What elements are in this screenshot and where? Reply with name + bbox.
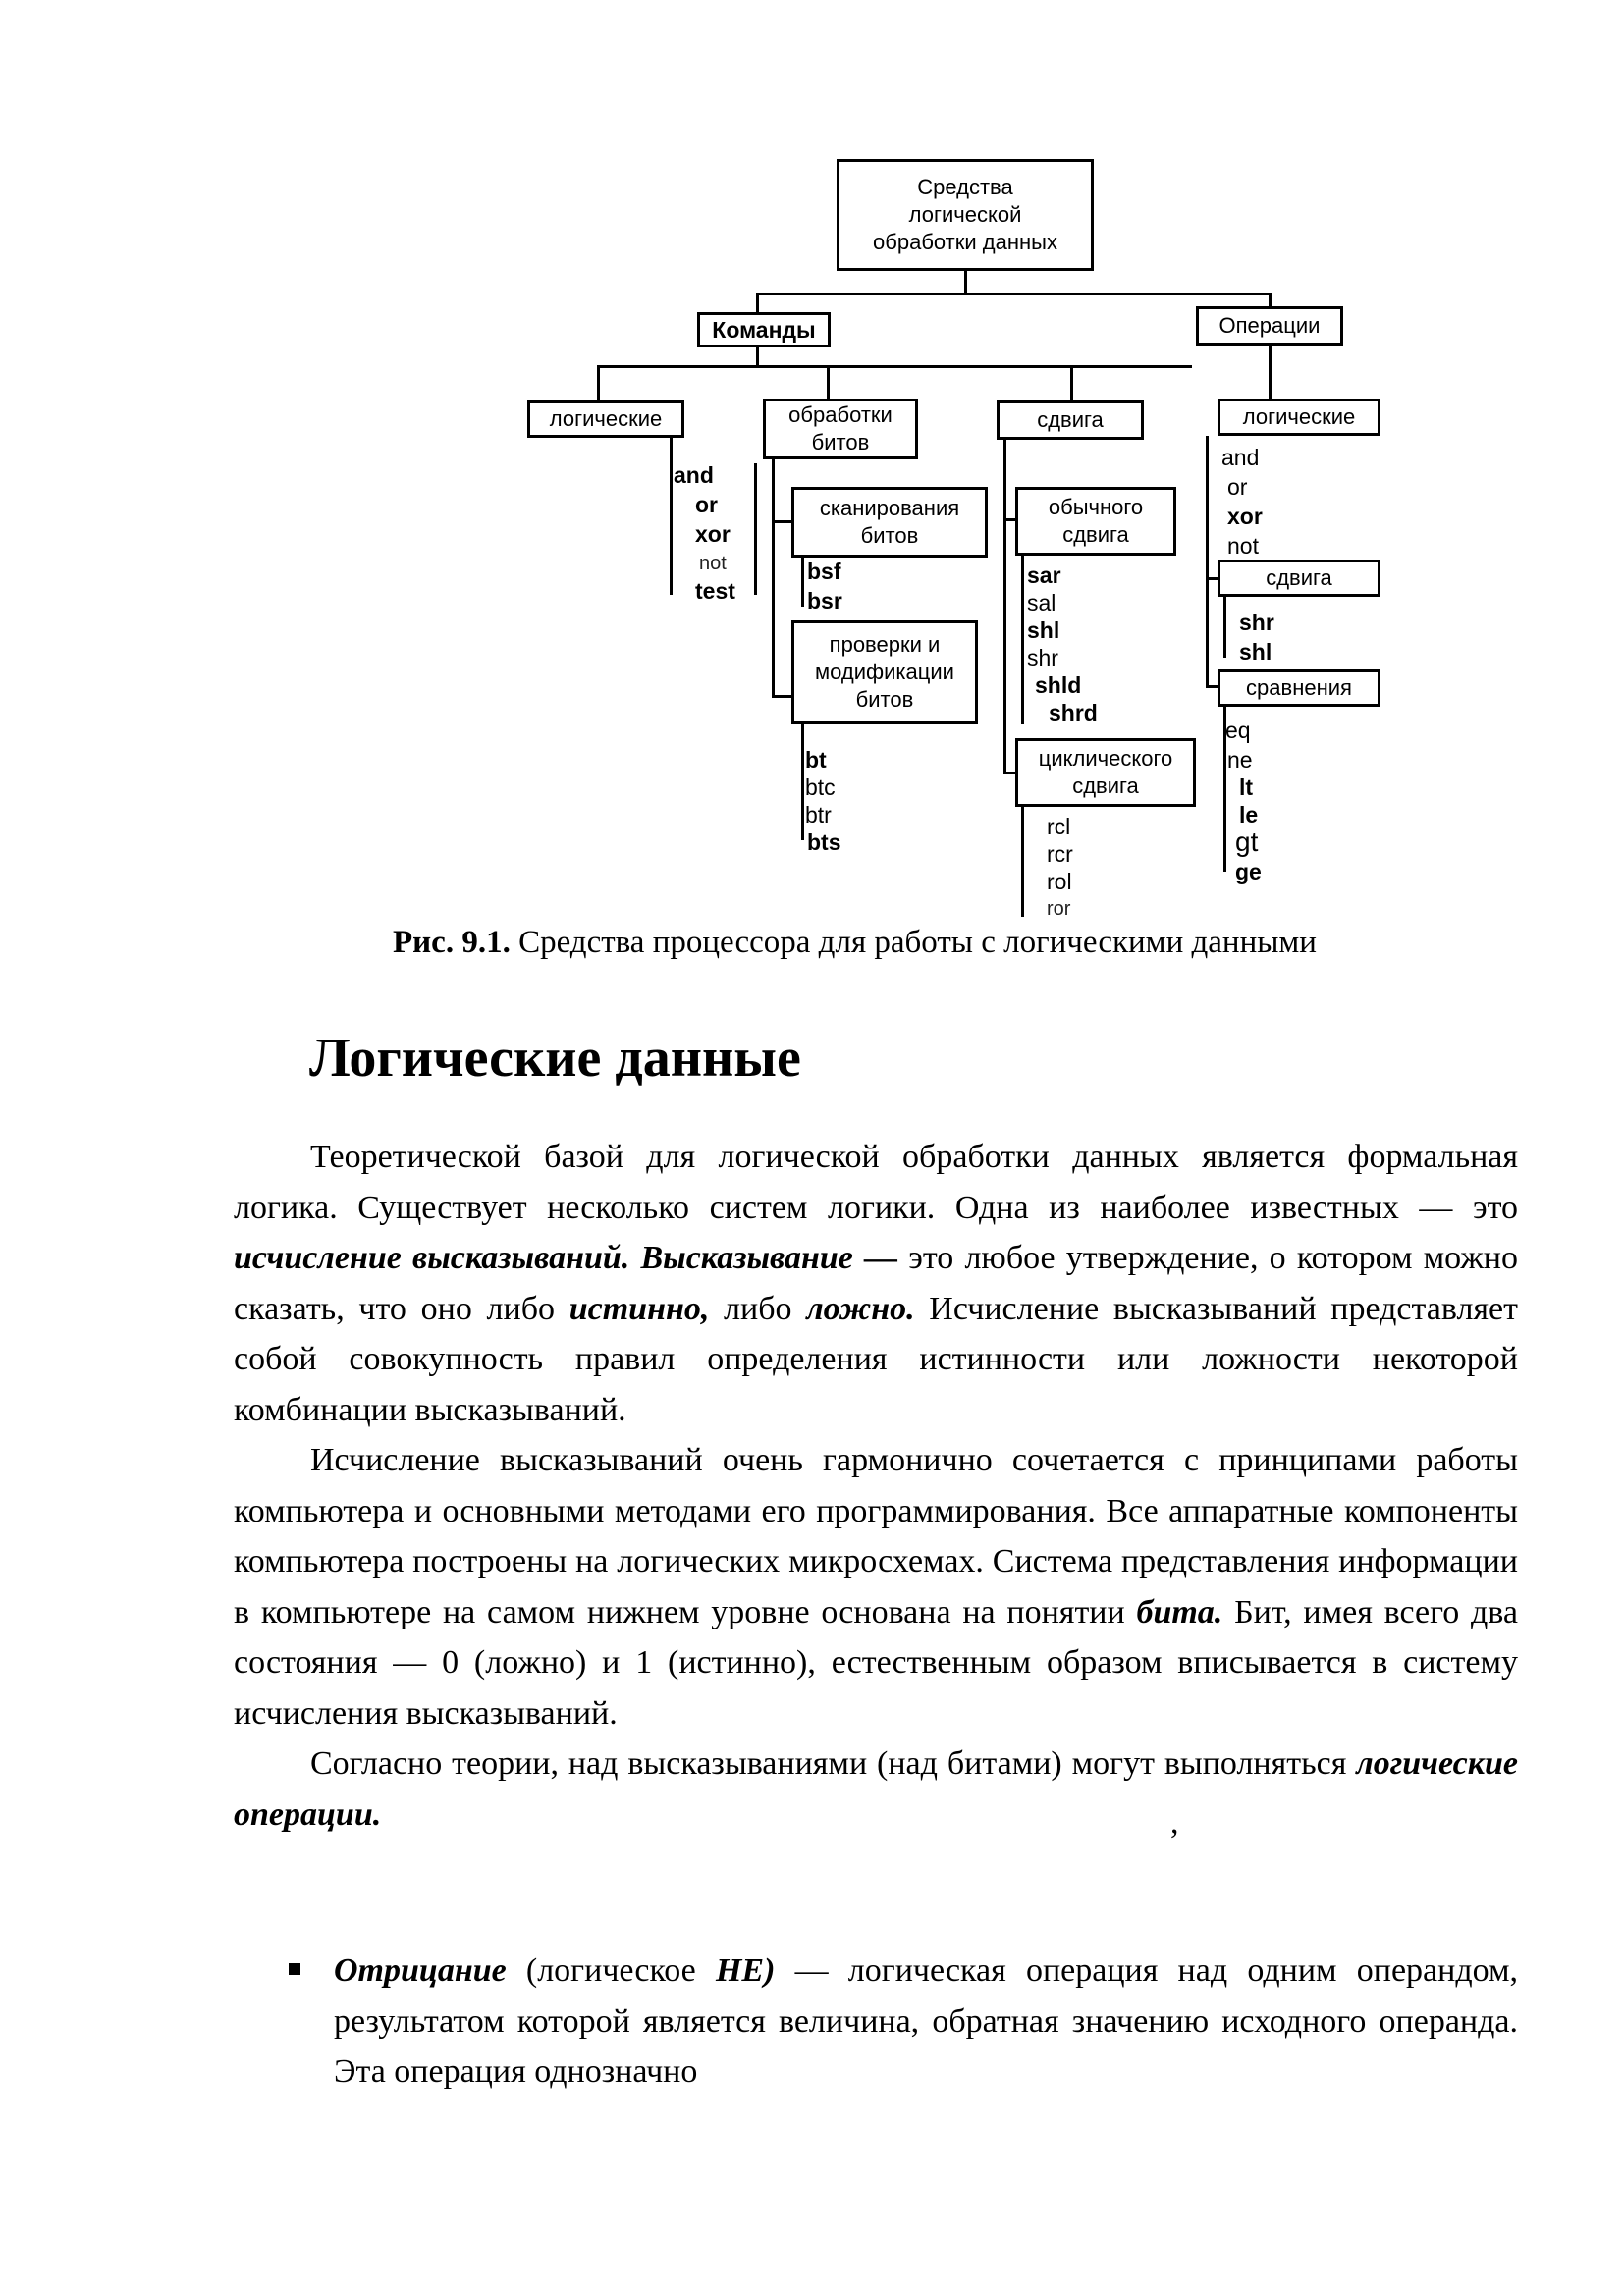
diagram-leaf-shld: shld [1035, 672, 1082, 698]
diagram-leaf-ror: ror [1047, 898, 1071, 920]
diagram-op-leaf-or: or [1227, 474, 1248, 500]
diagram-op-logical-box: логические [1218, 399, 1380, 436]
diagram-op-leaf-gt: gt [1235, 827, 1259, 857]
diagram-op-shift-box: сдвига [1218, 560, 1380, 597]
diagram-cmd-shift-box: сдвига [997, 400, 1144, 440]
p2-term-1: бита. [1136, 1593, 1223, 1630]
p2-text-2: Бит, имея всего два состояния — 0 (ложно) и 1 (истинно), естественным образом вписывается в систему исчисления высказываний. [234, 1593, 1518, 1732]
diagram-cmd-bits-box: обработки битов [763, 399, 918, 459]
bullet-list [234, 1946, 1518, 2098]
diagram-leaf-rol: rol [1047, 869, 1072, 894]
diagram-op-leaf-and: and [1221, 445, 1260, 470]
bullet-term-1: Отрицание [334, 1952, 507, 1989]
diagram-leaf-not: not [699, 553, 727, 574]
p1-term-2: истинно, [568, 1290, 710, 1327]
diagram-cmd-logical-box: логические [527, 400, 684, 438]
p1-text-1: Теоретической базой для логической обработки данных является формальная логика. Существует несколько систем логики. Одна из наиболее известных — это [234, 1139, 1518, 1226]
p1-text-4: Исчисление высказываний представляет собой совокупность правил определения истинности или ложности некоторой комбинации высказываний. [234, 1290, 1518, 1428]
diagram-leaf-sal: sal [1027, 590, 1056, 615]
diagram-shift-normal-box: обычного сдвига [1015, 487, 1176, 556]
diagram-op-leaf-xor: xor [1227, 504, 1263, 529]
diagram-op-leaf-eq: eq [1225, 718, 1251, 743]
figure-caption [393, 923, 1522, 962]
p1-text-2: это любое утверждение, о котором можно сказать, что оно либо [234, 1240, 1519, 1327]
p1-term-1: исчисление высказываний. Высказывание — [234, 1240, 898, 1276]
bullet-text-2: — логическая операция над одним операндом, результатом которой является величина, обратная значению исходного операнда. Эта операция однозначно [334, 1952, 1518, 2090]
diagram-leaf-sar: sar [1027, 562, 1061, 588]
diagram-bits-scan-box: сканирования битов [791, 487, 988, 558]
p1-term-3: ложно. [806, 1290, 915, 1327]
diagram-leaf-bsr: bsr [807, 588, 842, 614]
p2-text-1: Исчисление высказываний очень гармонично сочетается с принципами работы компьютера и основными методами его программирования. Все аппаратные компоненты компьютера построены на логических микросхемах. Система представления информации в компьютере на самом нижнем уровне основана на понятии [234, 1442, 1518, 1630]
diagram-root-box: Средства логической обработки данных [837, 159, 1094, 271]
diagram-leaf-xor: xor [695, 521, 731, 547]
diagram-leaf-bts: bts [807, 829, 841, 855]
diagram-leaf-bt: bt [805, 747, 827, 773]
diagram-op-leaf-ge: ge [1235, 859, 1262, 884]
bullet-text-1: (логическое [506, 1952, 716, 1989]
stray-mark: , [1170, 1804, 1179, 1841]
diagram-operations-box: Операции [1196, 306, 1343, 346]
logic-tools-diagram [0, 0, 1624, 933]
paragraph-3 [234, 1738, 1518, 1840]
diagram-leaf-and: and [674, 462, 714, 488]
paragraph-2 [234, 1435, 1518, 1738]
diagram-op-leaf-ne: ne [1227, 747, 1253, 773]
diagram-leaf-bsf: bsf [807, 559, 841, 584]
diagram-commands-box: Команды [697, 312, 831, 347]
p3-term-1: логические операции. [234, 1745, 1518, 1833]
diagram-leaf-rcl: rcl [1047, 814, 1071, 839]
diagram-leaf-shl: shl [1027, 617, 1060, 643]
diagram-leaf-shr: shr [1027, 645, 1058, 670]
figure-label: Рис. 9.1. [393, 925, 511, 960]
list-item [234, 1946, 1518, 2098]
section-heading: Логические данные [309, 1028, 801, 1089]
paragraph-1 [234, 1132, 1518, 1435]
diagram-bits-test-box: проверки и модификации битов [791, 620, 978, 724]
diagram-leaf-btr: btr [805, 802, 832, 828]
bullet-term-2: НЕ) [715, 1952, 776, 1989]
diagram-op-leaf-le: le [1239, 802, 1259, 828]
diagram-op-leaf-lt: lt [1239, 774, 1254, 800]
diagram-op-leaf-shr: shr [1239, 610, 1274, 635]
diagram-op-leaf-not: not [1227, 533, 1259, 559]
square-bullet-icon [289, 1963, 300, 1975]
p1-text-3: либо [709, 1290, 807, 1327]
diagram-leaf-test: test [695, 578, 735, 604]
diagram-op-leaf-shl: shl [1239, 639, 1272, 665]
figure-caption-text: Средства процессора для работы с логическими данными [510, 925, 1317, 960]
diagram-op-compare-box: сравнения [1218, 669, 1380, 707]
body-text [234, 1132, 1518, 1840]
diagram-shift-cyclic-box: циклического сдвига [1015, 738, 1196, 807]
diagram-leaf-btc: btc [805, 774, 836, 800]
diagram-leaf-shrd: shrd [1049, 700, 1098, 725]
diagram-leaf-or: or [695, 492, 718, 517]
p3-text-1: Согласно теории, над высказываниями (над битами) могут выполняться [310, 1745, 1357, 1782]
diagram-leaf-rcr: rcr [1047, 841, 1073, 867]
